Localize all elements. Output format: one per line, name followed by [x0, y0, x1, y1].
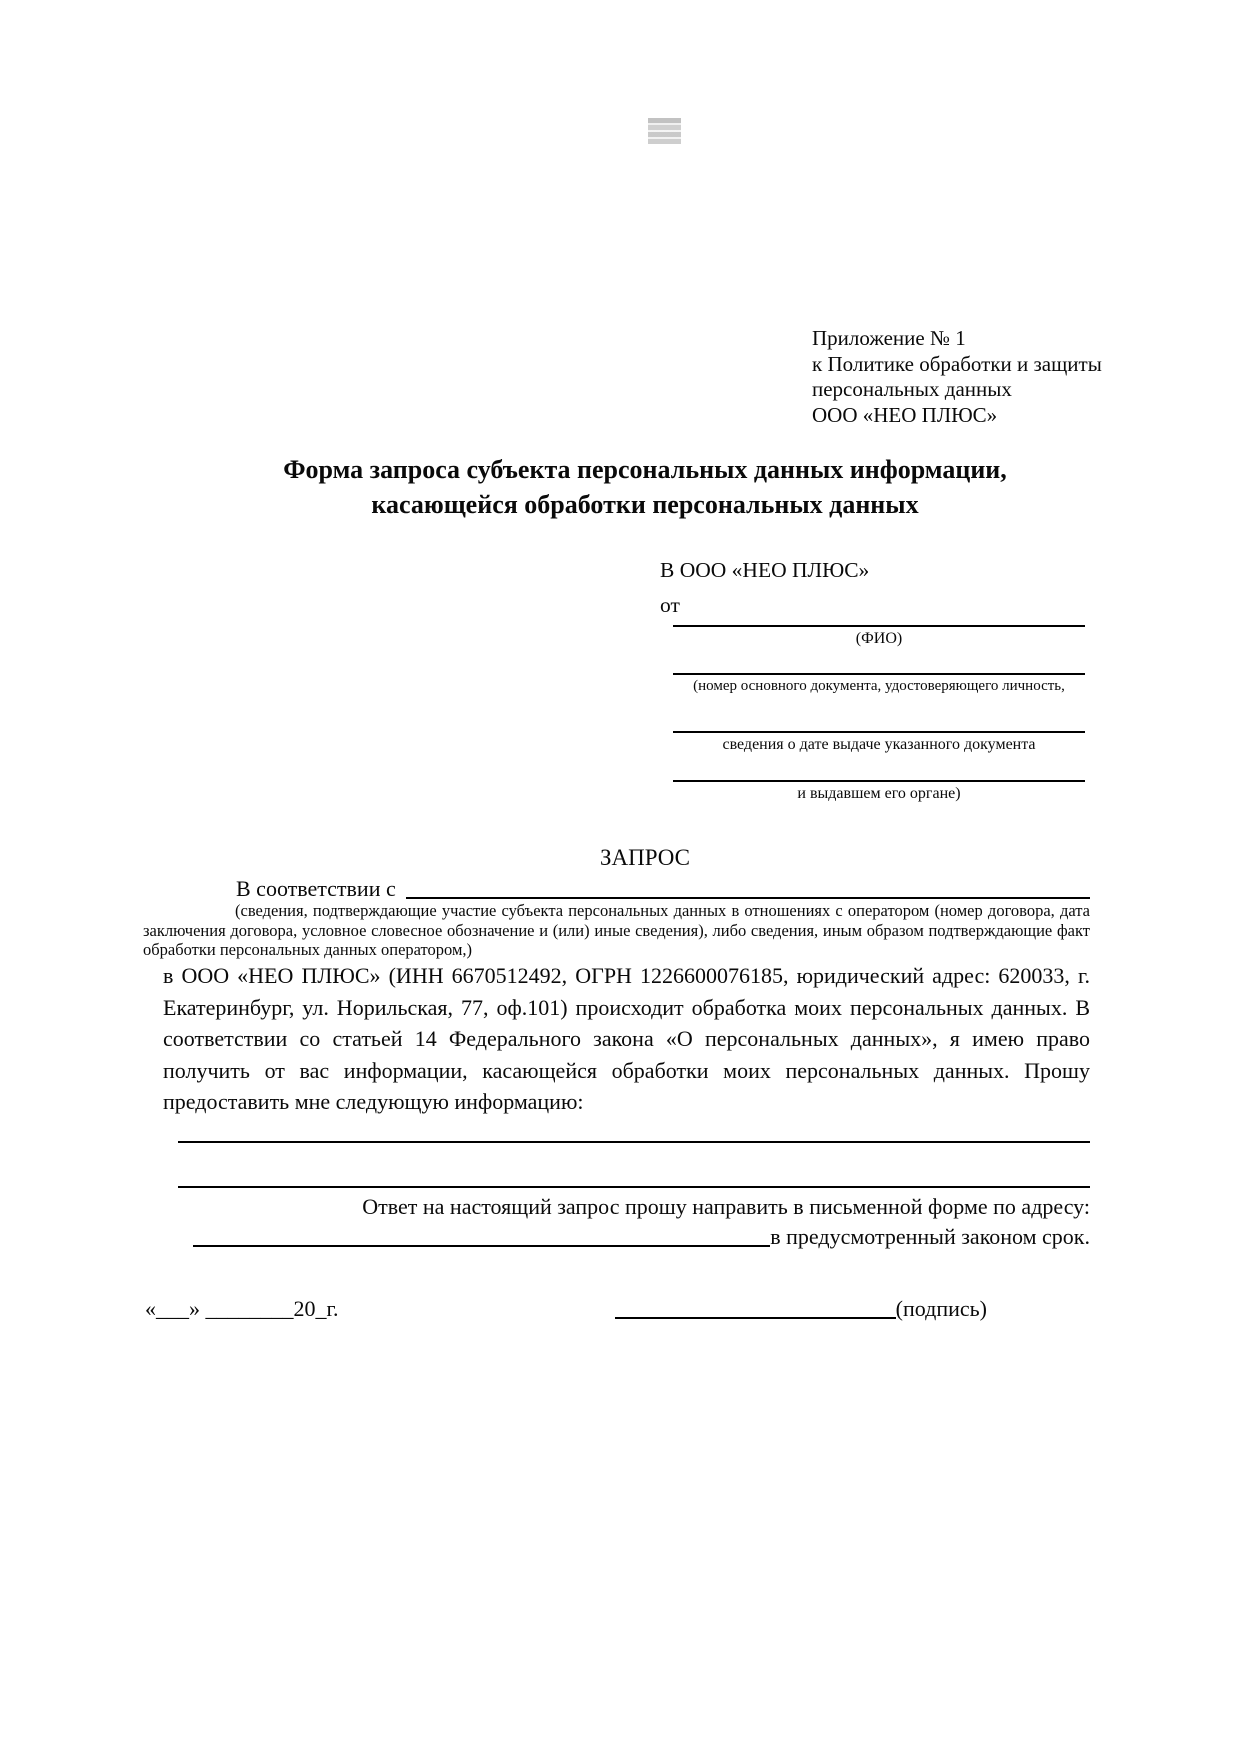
date-blank: «___» ________20_г. — [145, 1296, 339, 1321]
appendix-block — [812, 326, 1102, 428]
request-heading: ЗАПРОС — [599, 845, 691, 870]
addressee-from-label: от — [660, 593, 680, 617]
appendix-line: персональных данных — [812, 377, 1012, 401]
field-caption: сведения о дате выдаче указанного документа — [722, 736, 1036, 753]
fio-field — [673, 625, 1085, 648]
document-title-line: Форма запроса субъекта персональных данных информации, — [283, 455, 1007, 484]
document-issuer-field — [673, 780, 1085, 803]
blurred-logo-icon — [648, 118, 681, 144]
reply-term-row — [193, 1224, 1090, 1250]
intro-label: В соответствии с — [236, 876, 396, 901]
document-issue-date-field — [673, 731, 1085, 754]
field-caption: (номер основного документа, удостоверяющего личность, — [693, 678, 1065, 694]
document-number-field — [673, 673, 1085, 695]
fill-in-line — [406, 876, 1090, 899]
signature-row — [615, 1296, 987, 1322]
request-body-paragraph: в ООО «НЕО ПЛЮС» (ИНН 6670512492, ОГРН 1226600076185, юридический адрес: 620033, г. Екатеринбург, ул. Норильская, 77, оф.101) происходит обработка моих персональных данных. В соответствии со статьей 14 Федерального закона «О персональных данных», я имею право получить от вас информации, касающейся обработки моих персональных данных. Прошу предоставить мне следующую информацию: — [163, 963, 1090, 1114]
signature-line — [615, 1296, 896, 1319]
field-caption: и выдавшем его органе) — [797, 785, 961, 802]
field-caption: (ФИО) — [855, 630, 903, 647]
intro-row — [163, 876, 1090, 902]
footnote-text: (сведения, подтверждающие участие субъекта персональных данных в отношениях с оператором (номер договора, дата заключения договора, условное словесное обозначение и (или) иные сведения), либо сведения, иным образом подтверждающие факт обработки персональных данных оператором,) — [143, 901, 1090, 959]
document-title-line: касающейся обработки персональных данных — [371, 490, 919, 519]
appendix-line: к Политике обработки и защиты — [812, 351, 1102, 376]
addressee-to: В ООО «НЕО ПЛЮС» — [660, 558, 870, 582]
fill-in-line — [178, 1186, 1090, 1188]
fill-in-line — [178, 1141, 1090, 1143]
signature-caption: (подпись) — [895, 1296, 987, 1321]
fill-in-line — [193, 1224, 770, 1247]
appendix-line: Приложение № 1 — [812, 326, 966, 350]
reply-address-text: Ответ на настоящий запрос прошу направить в письменной форме по адресу: — [362, 1194, 1090, 1219]
reply-term-text: в предусмотренный законом срок. — [770, 1224, 1090, 1249]
appendix-line: ООО «НЕО ПЛЮС» — [812, 402, 998, 427]
document-title — [180, 452, 1110, 522]
